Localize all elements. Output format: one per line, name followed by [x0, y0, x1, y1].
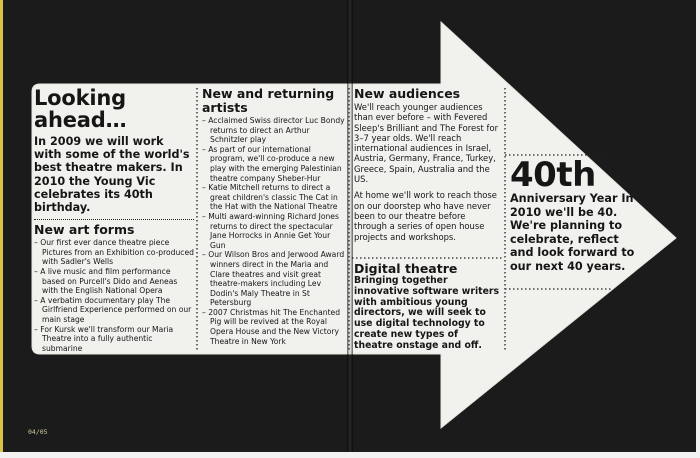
artists-heading: New and returning artists [202, 86, 335, 115]
anniversary-number: 40th [510, 155, 596, 195]
intro-text: In 2009 we will work with some of the world's best theatre makers. In 2010 the Young Vic celebrates its 40th birthday. [34, 135, 190, 215]
page-title: Looking ahead… [34, 86, 127, 132]
anniversary-text: Anniversary Year In 2010 we'll be 40. We're planning to celebrate, reflect and look forward to our next 40 years. [510, 192, 635, 273]
list-item: – Our first ever dance theatre piece Pictures from an Exhibition co-produced with Sadler's Wells [34, 238, 194, 267]
new-audiences-heading: New audiences [354, 86, 461, 101]
digital-theatre-text: Bringing together innovative software writers with ambitious young directors, we will seek to use digital technology to create new types of theatre onstage and off. [354, 275, 500, 351]
list-item: – For Kursk we'll transform our Maria Theatre into a fully authentic submarine [34, 325, 194, 354]
new-art-forms-list [34, 238, 194, 353]
list-item: – As part of our international program, we'll co-produce a new play with the emerging Palestinian theatre company Sheber-Hur [202, 145, 348, 183]
list-item: – A live music and film performance based on Purcell's Dido and Aeneas with the English National Opera [34, 267, 194, 296]
page-edge-bottom [0, 452, 700, 458]
looking-ahead-column [34, 87, 194, 353]
list-item: – 2007 Christmas hit The Enchanted Pig will be revived at the Royal Opera House and the New Victory Theatre in New York [202, 308, 348, 346]
new-art-forms-heading: New art forms [34, 222, 135, 238]
page-edge-right [696, 0, 700, 458]
list-item: – Acclaimed Swiss director Luc Bondy returns to direct an Arthur Schnitzler play [202, 116, 348, 145]
anniversary-panel [510, 155, 642, 273]
new-audiences-paragraph-1: We'll reach younger audiences than ever before – with Fevered Sleep's Brilliant and The Forest for 3–7 year olds. We'll reach international audiences in Israel, Austria, Germany, France, Turkey, Greece, Spain, Australia and the US. [354, 102, 499, 185]
audiences-column [354, 86, 500, 351]
new-audiences-paragraph-2: At home we'll work to reach those on our doorstep who have never been to our theatre before through a series of open house projects and workshops. [354, 190, 497, 242]
digital-theatre-heading: Digital theatre [354, 261, 458, 276]
artists-list [202, 116, 348, 346]
list-item: – Multi award-winning Richard Jones returns to direct the spectacular Jane Horrocks in Annie Get Your Gun [202, 212, 348, 250]
list-item: – A verbatim documentary play The Girlfriend Experience performed on our main stage [34, 296, 194, 325]
page-number: 04/05 [28, 428, 48, 436]
artists-column [202, 87, 348, 346]
list-item: – Our Wilson Bros and Jerwood Award winners direct in the Maria and Clare theatres and visit great theatre-makers including Lev Dodin's Maly Theatre in St Petersburg [202, 250, 348, 308]
list-item: – Katie Mitchell returns to direct a great children's classic The Cat in the Hat with the National Theatre [202, 183, 348, 212]
section-divider [34, 219, 194, 220]
